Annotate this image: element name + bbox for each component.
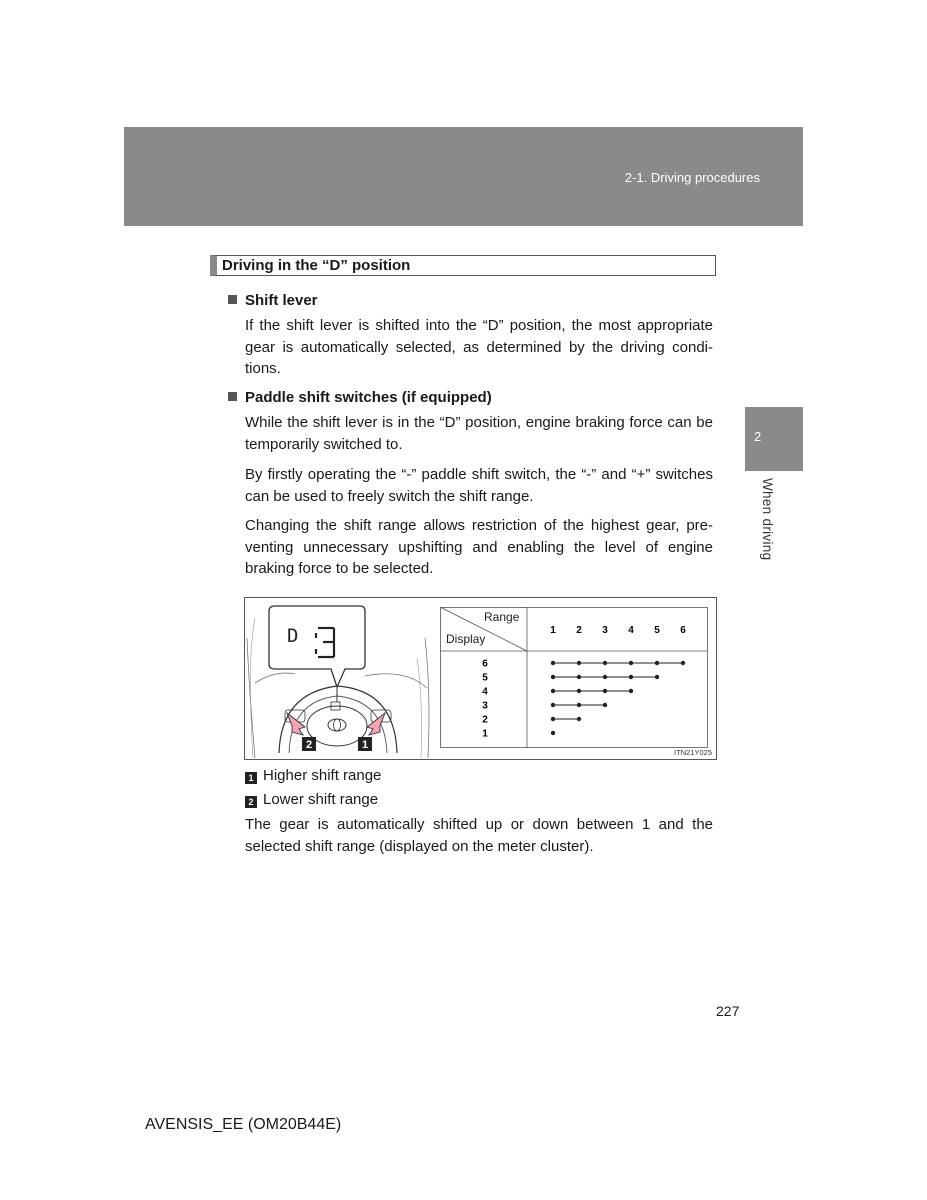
range-dot-2-1 [551,717,555,721]
paddle-heading: Paddle shift switches (if equipped) [228,388,492,408]
display-header-label: Display [446,632,486,646]
display-row-2: 2 [482,714,488,726]
range-dot-6-4 [629,661,633,665]
section-reference: 2-1. Driving procedures [624,170,760,185]
display-letter: D [287,625,299,647]
page-number: 227 [716,1003,740,1019]
range-header-label: Range [484,610,520,624]
range-dot-3-2 [577,703,581,707]
shift-lever-heading: Shift lever [228,291,318,311]
chapter-tab[interactable] [745,407,803,471]
bullet-square-icon [228,392,237,401]
range-dot-5-4 [629,675,633,679]
range-dot-4-4 [629,689,633,693]
range-dot-6-2 [577,661,581,665]
range-dot-6-5 [655,661,659,665]
range-dot-6-1 [551,661,555,665]
paddle-text-3: Changing the shift range allows restriction of the highest gear, pre-venting unnecessary upshifting and enabling the level of engine braking force to be selected. [245,517,713,577]
paddle-shift-figure [244,597,717,760]
paddle-text-1: While the shift lever is in the “D” position, engine braking force can be temporarily switched to. [245,414,713,453]
paddle-text-2: By firstly operating the “-” paddle shift switch, the “-” and “+” switches can be used to freely switch the shift range. [245,466,713,505]
chapter-number: 2 [754,429,762,444]
display-row-1: 1 [482,728,488,740]
range-column-3: 3 [602,625,608,636]
document-footer: AVENSIS_EE (OM20B44E) [145,1116,342,1133]
callout-2-label: 2 [305,739,313,751]
header-band [124,127,803,226]
callout-1-label: 1 [361,739,369,751]
shift-lever-text: If the shift lever is shifted into the “D” position, the most appropriate gear is automatically selected, as determined by the driving condi-tions. [245,317,713,377]
range-column-4: 4 [628,625,634,636]
legend-item-2: 2 Lower shift range [245,790,378,810]
range-dot-5-2 [577,675,581,679]
chapter-label: When driving [760,478,775,561]
section-title: Driving in the “D” position [222,257,411,274]
range-dot-1-1 [551,731,555,735]
range-display-table [440,607,708,748]
range-dot-4-2 [577,689,581,693]
range-dot-2-2 [577,717,581,721]
down-arrow-icon [287,713,305,735]
display-row-6: 6 [482,658,488,670]
legend-number-2: 2 [245,796,257,808]
display-row-4: 4 [482,686,488,698]
range-dot-6-3 [603,661,607,665]
range-dot-4-3 [603,689,607,693]
range-dot-3-3 [603,703,607,707]
bullet-square-icon [228,295,237,304]
range-column-1: 1 [550,625,556,636]
range-dot-5-3 [603,675,607,679]
range-column-6: 6 [680,625,686,636]
section-title-box [210,255,716,276]
display-row-5: 5 [482,672,488,684]
legend-number-1: 1 [245,772,257,784]
closing-text: The gear is automatically shifted up or down between 1 and the selected shift range (displayed on the meter cluster). [245,816,713,855]
range-dot-5-1 [551,675,555,679]
steering-wheel-illustration [245,598,435,759]
range-column-2: 2 [576,625,582,636]
range-dot-4-1 [551,689,555,693]
display-row-3: 3 [482,700,488,712]
range-dot-3-1 [551,703,555,707]
legend-item-1: 1 Higher shift range [245,766,381,786]
range-dot-6-6 [681,661,685,665]
range-dot-5-5 [655,675,659,679]
image-code: ITN21Y025 [674,748,712,757]
range-column-5: 5 [654,625,660,636]
